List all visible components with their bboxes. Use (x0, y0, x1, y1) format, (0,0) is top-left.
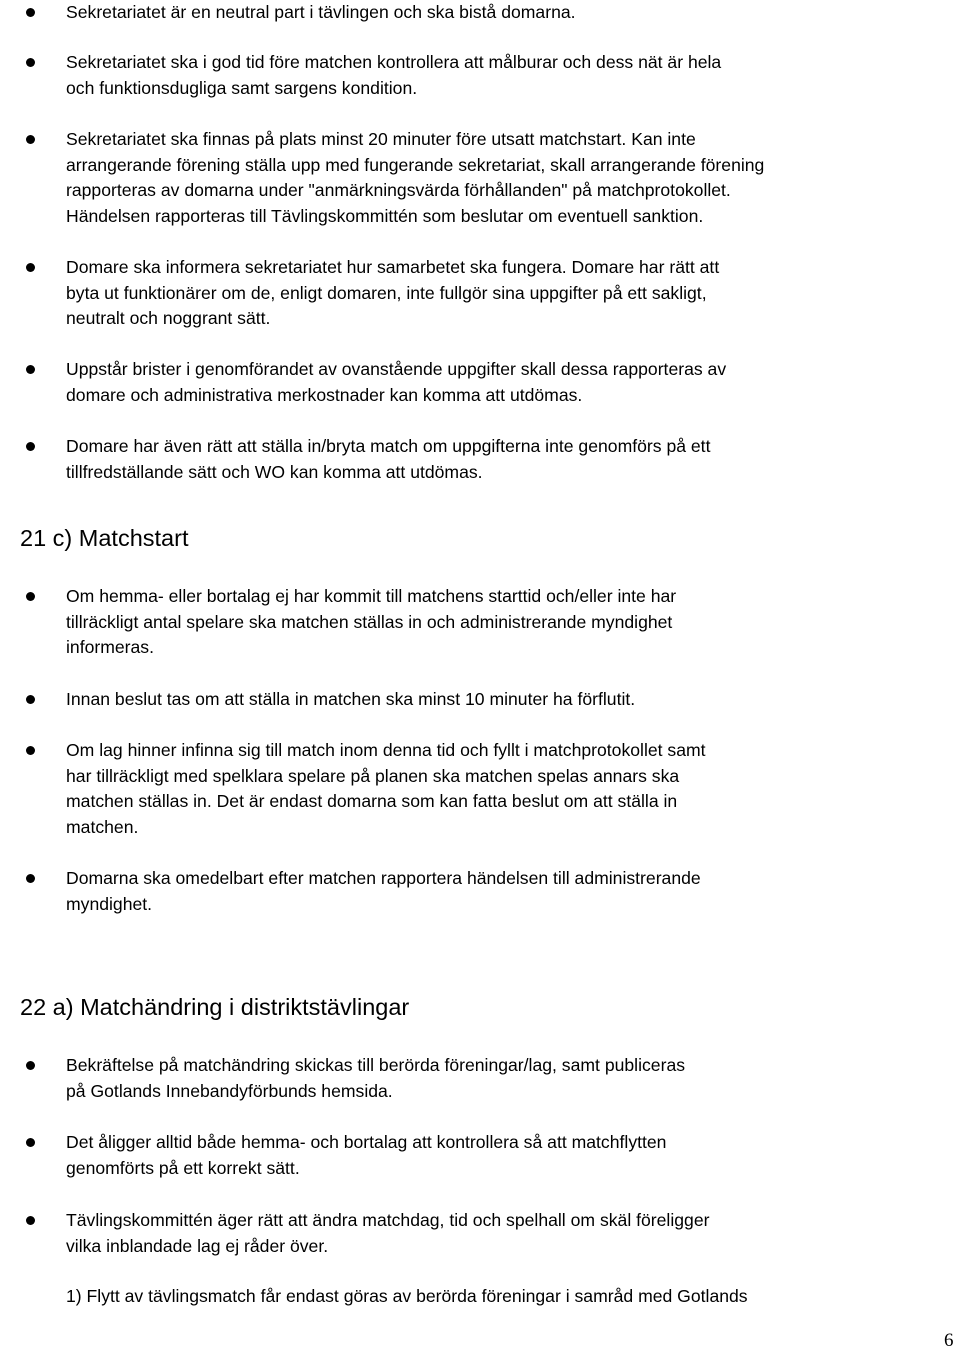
bullet-icon (26, 442, 35, 451)
page-number: 6 (944, 1330, 954, 1351)
bullet-text: Domare har även rätt att ställa in/bryta match om uppgifterna inte genomförs på ett tillfredställande sätt och WO kan komma att utdömas. (66, 436, 711, 482)
bullet-icon (26, 746, 35, 755)
bullet-text: Det åligger alltid både hemma- och bortalag att kontrollera så att matchflytten genomförts på ett korrekt sätt. (66, 1132, 667, 1178)
bullet-icon (26, 263, 35, 272)
bullet-text: Sekretariatet ska i god tid före matchen kontrollera att målburar och dess nät är hela och funktionsdugliga samt sargens kondition. (66, 52, 722, 98)
bullet-icon (26, 1138, 35, 1147)
bullet-icon (26, 695, 35, 704)
bullet-text: Sekretariatet är en neutral part i tävlingen och ska bistå domarna. (66, 2, 576, 22)
bullet-text: Om hemma- eller bortalag ej har kommit till matchens starttid och/eller inte har tillräckligt antal spelare ska matchen ställas in och administrerande myndighet informeras. (66, 586, 677, 658)
bullet-icon (26, 1216, 35, 1225)
bullet-text: Sekretariatet ska finnas på plats minst 20 minuter före utsatt matchstart. Kan inte arrangerande förening ställa upp med fungerande sekretariat, skall arrangerande förening rapporteras av domarna under "anmärkningsvärda förhållanden" på matchprotokollet. Händelsen rapporteras till Tävlingskommittén som beslutar om eventuell sanktion. (66, 129, 765, 226)
bullet-icon (26, 1061, 35, 1070)
bullet-text: Bekräftelse på matchändring skickas till berörda föreningar/lag, samt publiceras på Gotlands Innebandyförbunds hemsida. (66, 1055, 686, 1101)
bullet-text: Innan beslut tas om att ställa in matchen ska minst 10 minuter ha förflutit. (66, 689, 636, 709)
bullet-icon (26, 874, 35, 883)
numbered-item: 1) Flytt av tävlingsmatch får endast göras av berörda föreningar i samråd med Gotlands (66, 1286, 748, 1306)
bullet-text: Domarna ska omedelbart efter matchen rapportera händelsen till administrerande myndighet. (66, 868, 701, 914)
bullet-icon (26, 8, 35, 17)
bullet-text: Uppstår brister i genomförandet av ovanstående uppgifter skall dessa rapporteras av domare och administrativa merkostnader kan komma att utdömas. (66, 359, 727, 405)
section-heading: 22 a) Matchändring i distriktstävlingar (20, 994, 410, 1020)
bullet-icon (26, 58, 35, 67)
section-heading: 21 c) Matchstart (20, 525, 189, 551)
bullet-icon (26, 365, 35, 374)
bullet-text: Domare ska informera sekretariatet hur samarbetet ska fungera. Domare har rätt att byta ut funktionärer om de, enligt domaren, inte fullgör sina uppgifter på ett sakligt, neutralt och noggrant sätt. (66, 257, 720, 329)
bullet-icon (26, 135, 35, 144)
bullet-text: Om lag hinner infinna sig till match inom denna tid och fyllt i matchprotokollet samt har tillräckligt med spelklara spelare på planen ska matchen spelas annars ska matchen ställas in. Det är endast domarna som kan fatta beslut om att ställa in matchen. (66, 740, 706, 837)
bullet-icon (26, 592, 35, 601)
bullet-text: Tävlingskommittén äger rätt att ändra matchdag, tid och spelhall om skäl föreligger vilka inblandade lag ej råder över. (66, 1210, 710, 1256)
